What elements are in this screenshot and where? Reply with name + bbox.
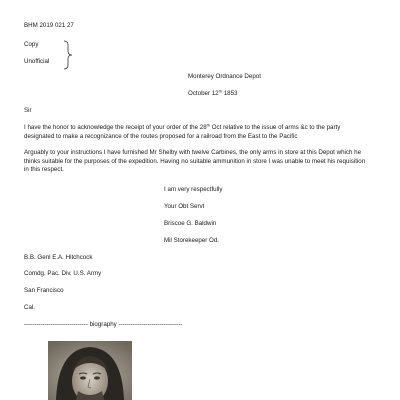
- unofficial-label: Unofficial: [24, 58, 50, 65]
- brace-mark: [62, 40, 74, 70]
- recipient-line-4: Cal.: [24, 304, 36, 311]
- signer-title: Mil Storekeeper Od.: [164, 237, 220, 244]
- letter-date: October 12th 1853: [188, 88, 238, 97]
- biography-divider: ------------------------------- biography -------------------------------: [24, 321, 183, 328]
- signer-name: Briscoe G. Baldwin: [164, 220, 217, 227]
- recipient-line-1: B.B. Genl E.A. Hitchcock: [24, 254, 93, 261]
- portrait-photo: [48, 341, 132, 400]
- letter-location: Monterey Ordnance Depot: [188, 73, 261, 80]
- letter-paragraph-2: Arguably to your instructions I have furnished Mr Shelby with twelve Carbines, the only arms in store at this Depot which he thinks suitable for the purposes of the expedition. Having no suitable ammunition in store I was unable to meet his requisition in this respect.: [24, 149, 366, 174]
- closing-line-2: Your Obt Servt: [164, 203, 205, 210]
- recipient-line-2: Comdg. Pac. Div. U.S. Army: [24, 270, 102, 277]
- closing-line: I am very respectfully: [164, 186, 223, 193]
- letter-paragraph-1: I have the honor to acknowledge the receipt of your order of the 28th Oct relative to the issue of arms &c to the party designated to make a recognizance of the routes proposed for a railroad from the East to the Pacific: [24, 122, 341, 140]
- copy-label: Copy: [24, 41, 39, 48]
- salutation: Sir: [24, 107, 32, 114]
- reference-number: BHM 2019 021 27: [24, 22, 74, 29]
- recipient-line-3: San Francisco: [24, 287, 64, 294]
